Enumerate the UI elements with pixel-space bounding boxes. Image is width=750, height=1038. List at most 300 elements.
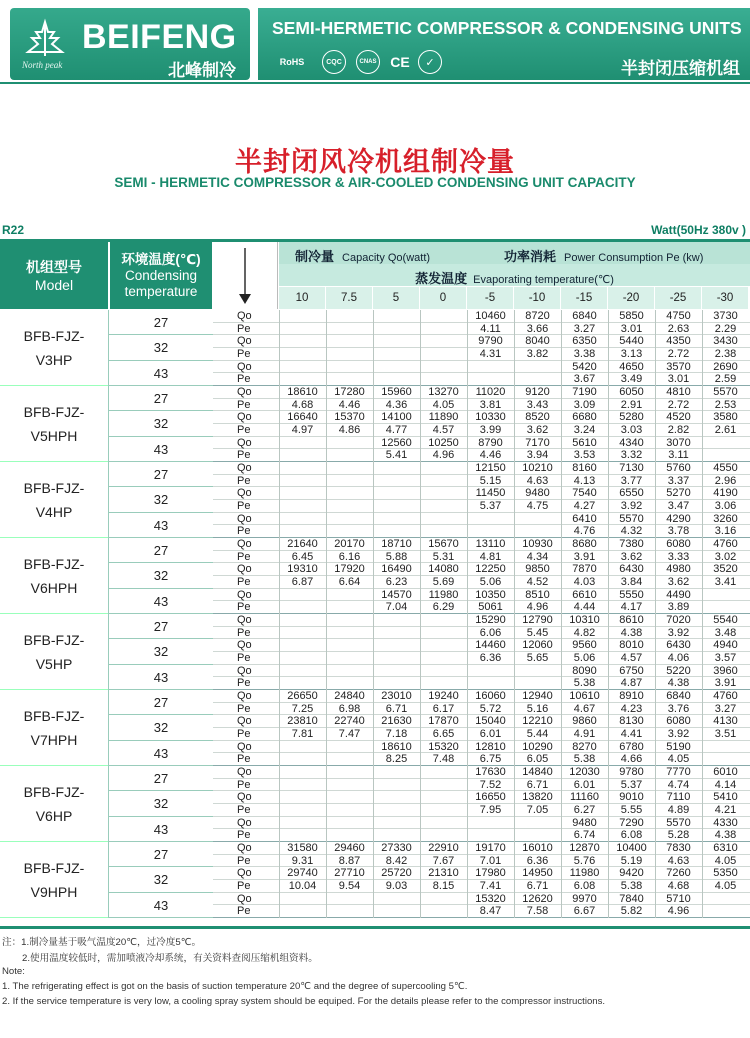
capacity-value: 18610	[381, 740, 412, 753]
power-value: 2.29	[714, 322, 737, 335]
capacity-value: 13110	[475, 538, 506, 551]
power-value: 7.67	[432, 854, 455, 867]
row-type-label: Qo	[237, 360, 252, 373]
table-row	[213, 715, 750, 728]
power-value: 3.67	[573, 373, 596, 386]
capacity-value: 6430	[666, 639, 691, 652]
row-type-label: Qo	[237, 487, 252, 500]
power-value: 3.01	[667, 373, 690, 386]
table-row	[213, 500, 750, 513]
capacity-value: 14570	[381, 588, 412, 601]
table-row	[213, 665, 750, 678]
capacity-value: 8790	[478, 436, 503, 449]
capacity-value: 5760	[666, 462, 691, 475]
arrow-down-icon	[213, 242, 278, 309]
capacity-value: 14080	[428, 563, 459, 576]
power-value: 8.87	[338, 854, 361, 867]
condensing-temp-cell: 43	[108, 361, 213, 386]
capacity-value: 12940	[522, 690, 553, 703]
capacity-value: 5420	[572, 360, 597, 373]
condensing-temp-cell: 43	[108, 437, 213, 462]
power-value: 3.47	[667, 500, 690, 513]
capacity-value: 8610	[619, 614, 644, 627]
condensing-temp-cell: 43	[108, 665, 213, 690]
capacity-value: 11980	[569, 867, 600, 880]
condensing-temp-cell: 32	[108, 487, 213, 512]
power-value: 5061	[478, 601, 503, 614]
row-type-label: Qo	[237, 411, 252, 424]
capacity-value: 12250	[475, 563, 506, 576]
power-value: 3.92	[667, 728, 690, 741]
capacity-value: 12030	[569, 766, 600, 779]
capacity-value: 15040	[475, 715, 506, 728]
capacity-value: 3260	[713, 512, 738, 525]
capacity-value: 6780	[619, 740, 644, 753]
capacity-value: 10350	[475, 588, 506, 601]
capacity-value: 10310	[569, 614, 600, 627]
power-value: 5.37	[479, 500, 502, 513]
capacity-value: 6550	[619, 487, 644, 500]
evap-temp-col-header: 5	[373, 287, 420, 309]
capacity-value: 9860	[572, 715, 597, 728]
power-value: 5.88	[385, 550, 408, 563]
evap-header-cn: 蒸发温度	[415, 271, 468, 286]
capacity-value: 4290	[666, 512, 691, 525]
capacity-value: 17280	[334, 386, 365, 399]
grid-line	[655, 310, 656, 918]
model-column-header	[0, 242, 108, 309]
capacity-value: 10610	[569, 690, 600, 703]
row-type-label: Qo	[237, 715, 252, 728]
table-row	[213, 475, 750, 488]
capacity-value: 16640	[287, 411, 318, 424]
capacity-value: 7020	[666, 614, 691, 627]
power-value: 5.38	[573, 677, 596, 690]
capacity-value: 12060	[522, 639, 553, 652]
capacity-value: 4980	[666, 563, 691, 576]
capacity-value: 7770	[666, 766, 691, 779]
temp-column-header	[110, 242, 212, 309]
capacity-value: 11890	[428, 411, 459, 424]
power-spec-label: Watt(50Hz 380v )	[651, 223, 746, 237]
power-value: 7.41	[479, 880, 502, 893]
capacity-value: 8910	[619, 690, 644, 703]
capacity-value: 29740	[287, 867, 318, 880]
row-type-label: Pe	[237, 626, 251, 639]
capacity-value: 9850	[525, 563, 550, 576]
power-value: 4.63	[667, 854, 690, 867]
table-row	[213, 703, 750, 716]
capacity-value: 6610	[572, 588, 597, 601]
row-type-label: Pe	[237, 322, 251, 335]
grid-line	[608, 310, 609, 918]
brand-name: BEIFENG	[82, 18, 237, 56]
capacity-value: 11160	[570, 791, 599, 804]
row-type-label: Pe	[237, 804, 251, 817]
power-value: 7.48	[432, 753, 455, 766]
row-type-label: Qo	[237, 563, 252, 576]
row-type-label: Qo	[237, 842, 252, 855]
evap-temp-col-header: -15	[561, 287, 608, 309]
condensing-temp-cell: 43	[108, 589, 213, 614]
cnas-cert-icon: CNAS	[356, 50, 380, 74]
capacity-value: 8040	[525, 335, 550, 348]
condensing-temp-cell: 43	[108, 741, 213, 766]
power-value: 6.36	[526, 854, 549, 867]
power-value: 4.57	[620, 652, 643, 665]
capacity-value: 10250	[428, 436, 459, 449]
power-value: 2.82	[667, 424, 690, 437]
power-value: 4.74	[667, 778, 690, 791]
condensing-temp-cell: 43	[108, 893, 213, 918]
power-value: 3.16	[714, 525, 737, 538]
condensing-temp-cell: 27	[108, 310, 213, 335]
table-row	[213, 867, 750, 880]
capacity-value: 3730	[713, 310, 738, 322]
capacity-value: 12560	[381, 436, 412, 449]
condensing-temp-cell: 27	[108, 386, 213, 411]
capacity-value: 5190	[666, 740, 691, 753]
power-value: 4.77	[385, 424, 408, 437]
temp-header-en1: Condensing	[124, 267, 198, 283]
capacity-value: 5710	[666, 892, 691, 905]
capacity-value: 11980	[428, 588, 459, 601]
capacity-value: 15670	[428, 538, 459, 551]
power-value: 5.45	[526, 626, 549, 639]
power-value: 3.38	[573, 348, 596, 360]
row-type-label: Qo	[237, 639, 252, 652]
capacity-value: 29460	[334, 842, 365, 855]
power-value: 6.17	[432, 702, 455, 715]
cqc-cert-icon: CQC	[322, 50, 346, 74]
power-value: 8.42	[385, 854, 408, 867]
power-value: 4.38	[620, 626, 643, 639]
capacity-value: 15370	[334, 411, 365, 424]
table-row	[213, 779, 750, 792]
grid-line	[702, 310, 703, 918]
table-row	[213, 614, 750, 627]
power-value: 3.66	[526, 322, 549, 335]
table-row	[213, 627, 750, 640]
evap-temp-header	[279, 264, 750, 286]
capacity-value: 6050	[619, 386, 644, 399]
grid-line	[420, 310, 421, 918]
capacity-value: 5440	[619, 335, 644, 348]
evap-temp-col-header: 10	[279, 287, 326, 309]
power-value: 4.96	[526, 601, 549, 614]
capacity-value: 4650	[619, 360, 644, 373]
power-value: 4.96	[667, 905, 690, 918]
power-value: 4.17	[620, 601, 643, 614]
table-row	[213, 855, 750, 868]
power-value: 5.65	[526, 652, 549, 665]
power-value: 4.68	[667, 880, 690, 893]
condensing-temp-cell: 43	[108, 513, 213, 538]
header-title-en: SEMI-HERMETIC COMPRESSOR & CONDENSING UNITS	[272, 18, 742, 38]
power-value: 3.27	[573, 322, 596, 335]
power-value: 4.03	[573, 576, 596, 589]
capacity-value: 12620	[522, 892, 553, 905]
capacity-value: 7380	[619, 538, 644, 551]
capacity-value: 15320	[475, 892, 506, 905]
note-cn-1: 注：1.制冷量基于吸气温度20℃，过冷度5℃。	[2, 937, 202, 948]
capacity-value: 21310	[428, 867, 459, 880]
table-row	[213, 487, 750, 500]
row-type-label: Pe	[237, 829, 251, 842]
capacity-value: 14100	[381, 411, 412, 424]
table-row	[213, 551, 750, 564]
power-value: 3.11	[668, 449, 689, 462]
model-name-cell	[0, 310, 108, 386]
power-value: 6.87	[291, 576, 314, 589]
table-row	[213, 741, 750, 754]
capacity-value: 13270	[428, 386, 459, 399]
capacity-value: 8270	[572, 740, 597, 753]
power-value: 2.91	[620, 398, 643, 411]
capacity-value: 21630	[381, 715, 412, 728]
row-type-label: Pe	[237, 652, 251, 665]
power-value: 6.29	[432, 601, 455, 614]
condensing-temp-cell: 27	[108, 462, 213, 487]
row-type-label: Pe	[237, 525, 251, 538]
capacity-value: 8160	[572, 462, 597, 475]
model-name-line1: BFB-FJZ-	[23, 783, 85, 800]
power-value: 4.63	[526, 474, 549, 487]
power-value: 5.37	[620, 778, 643, 791]
capacity-value: 27330	[381, 842, 412, 855]
capacity-value: 5850	[619, 310, 644, 322]
table-row	[213, 563, 750, 576]
brand-logo	[10, 8, 250, 80]
power-value: 3.27	[714, 702, 737, 715]
power-value: 4.31	[479, 348, 502, 360]
capacity-value: 25720	[381, 867, 412, 880]
capacity-value: 4750	[666, 310, 691, 322]
table-row	[213, 905, 750, 918]
power-value: 5.19	[620, 854, 643, 867]
row-type-label: Pe	[237, 500, 251, 513]
row-type-label: Qo	[237, 740, 252, 753]
power-value: 3.82	[526, 348, 549, 360]
temp-header-en2: temperature	[124, 283, 198, 299]
condensing-temp-cell: 32	[108, 791, 213, 816]
evap-temp-col-header: -10	[514, 287, 561, 309]
power-value: 4.34	[526, 550, 549, 563]
power-value: 3.01	[620, 322, 643, 335]
model-name-line2: V7HPH	[30, 731, 78, 748]
power-value: 2.53	[714, 398, 737, 411]
capacity-value: 9480	[572, 816, 597, 829]
grid-line	[373, 310, 374, 918]
evap-header-en: Evaporating temperature(℃)	[473, 274, 614, 286]
power-value: 4.57	[432, 424, 455, 437]
power-value: 3.24	[573, 424, 596, 437]
capacity-value: 6310	[713, 842, 738, 855]
table-row	[213, 652, 750, 665]
brand-tagline: North peak	[22, 60, 63, 70]
capacity-value: 9970	[572, 892, 597, 905]
capacity-value: 3580	[713, 411, 738, 424]
evap-temp-col-header: -30	[702, 287, 749, 309]
power-value: 7.04	[385, 601, 408, 614]
capacity-value: 4760	[713, 538, 738, 551]
power-value: 4.66	[620, 753, 643, 766]
capacity-value: 6680	[572, 411, 597, 424]
ce-cert-icon: CE	[390, 54, 410, 70]
capacity-value: 7290	[619, 816, 644, 829]
mountain-logo-icon	[24, 18, 66, 60]
capacity-value: 4810	[666, 386, 691, 399]
capacity-value: 7260	[666, 867, 691, 880]
table-row	[213, 791, 750, 804]
power-value: 4.05	[714, 880, 737, 893]
capacity-value: 6840	[666, 690, 691, 703]
power-value: 6.65	[432, 728, 455, 741]
condensing-temp-cell: 27	[108, 766, 213, 791]
row-type-label: Qo	[237, 588, 252, 601]
row-type-label: Qo	[237, 335, 252, 348]
power-value: 5.06	[573, 652, 596, 665]
capacity-value: 7870	[572, 563, 597, 576]
power-value: 4.38	[667, 677, 690, 690]
capacity-value: 11450	[475, 487, 506, 500]
power-value: 7.81	[291, 728, 314, 741]
capacity-value: 5570	[713, 386, 738, 399]
capacity-value: 17980	[475, 867, 506, 880]
capacity-header-cn: 制冷量	[295, 249, 335, 264]
model-name-line1: BFB-FJZ-	[23, 403, 85, 420]
note-cn-2: 2.使用温度较低时，需加喷液冷却系统，有关资料查阅压缩机组资料。	[22, 953, 318, 964]
capacity-value: 9790	[478, 335, 503, 348]
power-value: 3.84	[620, 576, 643, 589]
row-type-label: Pe	[237, 728, 251, 741]
power-value: 2.72	[667, 348, 690, 360]
power-value: 6.16	[338, 550, 361, 563]
power-value: 6.64	[338, 576, 361, 589]
row-type-label: Pe	[237, 854, 251, 867]
power-value: 5.76	[573, 854, 596, 867]
capacity-value: 3070	[666, 436, 691, 449]
power-value: 3.77	[620, 474, 643, 487]
row-type-label: Qo	[237, 892, 252, 905]
model-name-line2: V5HP	[35, 655, 73, 672]
power-header-en: Power Consumption Pe (kw)	[564, 252, 704, 264]
power-value: 3.51	[714, 728, 737, 741]
capacity-value: 9120	[525, 386, 550, 399]
power-value: 3.91	[714, 677, 737, 690]
power-value: 6.27	[573, 804, 596, 817]
capacity-value: 16490	[381, 563, 412, 576]
row-type-label: Qo	[237, 436, 252, 449]
model-header-cn: 机组型号	[26, 258, 82, 275]
power-value: 6.71	[526, 778, 549, 791]
capacity-value: 7190	[572, 386, 597, 399]
capacity-value: 5550	[619, 588, 644, 601]
row-type-label: Qo	[237, 538, 252, 551]
power-value: 4.05	[432, 398, 455, 411]
capacity-value: 4130	[713, 715, 738, 728]
grid-line	[279, 310, 280, 918]
power-value: 3.49	[620, 373, 643, 386]
power-value: 10.04	[288, 880, 317, 893]
capacity-value: 8010	[619, 639, 644, 652]
capacity-value: 5220	[666, 664, 691, 677]
model-name-line2: V5HPH	[30, 427, 78, 444]
power-value: 3.76	[667, 702, 690, 715]
model-header-en: Model	[34, 276, 74, 293]
capacity-value: 5350	[713, 867, 738, 880]
header-title-cn: 半封闭压缩机组	[621, 59, 740, 78]
power-value: 3.81	[479, 398, 502, 411]
table-row	[213, 817, 750, 830]
power-value: 3.48	[714, 626, 737, 639]
condensing-temp-cell: 27	[108, 614, 213, 639]
power-value: 2.63	[667, 322, 690, 335]
table-row	[213, 323, 750, 336]
capacity-value: 15290	[475, 614, 506, 627]
capacity-value: 18610	[287, 386, 318, 399]
condensing-temp-cell: 32	[108, 563, 213, 588]
capacity-value: 10460	[475, 310, 506, 322]
capacity-value: 4520	[666, 411, 691, 424]
capacity-value: 4340	[619, 436, 644, 449]
power-value: 4.11	[480, 322, 501, 335]
power-value: 8.47	[479, 905, 502, 918]
condensing-temp-cell: 43	[108, 817, 213, 842]
power-value: 6.67	[573, 905, 596, 918]
model-name-cell	[0, 690, 108, 766]
power-value: 9.03	[385, 880, 408, 893]
table-row	[213, 310, 750, 323]
model-name-line1: BFB-FJZ-	[23, 631, 85, 648]
table-row	[213, 804, 750, 817]
capacity-value: 3960	[713, 664, 738, 677]
capacity-value: 9560	[572, 639, 597, 652]
power-value: 4.89	[667, 804, 690, 817]
power-value: 5.38	[620, 880, 643, 893]
grid-line	[326, 310, 327, 918]
power-value: 6.08	[620, 829, 643, 842]
power-value: 9.54	[338, 880, 361, 893]
capacity-value: 3570	[666, 360, 691, 373]
table-row	[213, 361, 750, 374]
power-value: 6.71	[526, 880, 549, 893]
row-type-label: Pe	[237, 449, 251, 462]
power-value: 8.25	[385, 753, 408, 766]
power-value: 6.01	[479, 728, 502, 741]
power-value: 3.09	[573, 398, 596, 411]
note-en-2: 2. If the service temperature is very low, a cooling spray system should be equiped. For the details please refer to the compressor instructions.	[2, 996, 606, 1007]
power-value: 4.38	[714, 829, 737, 842]
row-type-label: Pe	[237, 778, 251, 791]
capacity-value: 17630	[475, 766, 506, 779]
power-value: 4.27	[573, 500, 596, 513]
table-row	[213, 589, 750, 602]
capacity-value: 20170	[334, 538, 365, 551]
page-title-en: SEMI - HERMETIC COMPRESSOR & AIR-COOLED CONDENSING UNIT CAPACITY	[114, 175, 636, 190]
power-value: 3.92	[620, 500, 643, 513]
capacity-value: 8720	[525, 310, 550, 322]
power-value: 4.67	[573, 702, 596, 715]
evap-temp-col-header: -20	[608, 287, 655, 309]
model-name-line1: BFB-FJZ-	[23, 859, 85, 876]
power-value: 3.37	[667, 474, 690, 487]
capacity-value: 12150	[475, 462, 506, 475]
row-type-label: Pe	[237, 373, 251, 386]
capacity-value: 2690	[713, 360, 738, 373]
power-value: 4.36	[385, 398, 408, 411]
evap-temp-col-header: -5	[467, 287, 514, 309]
